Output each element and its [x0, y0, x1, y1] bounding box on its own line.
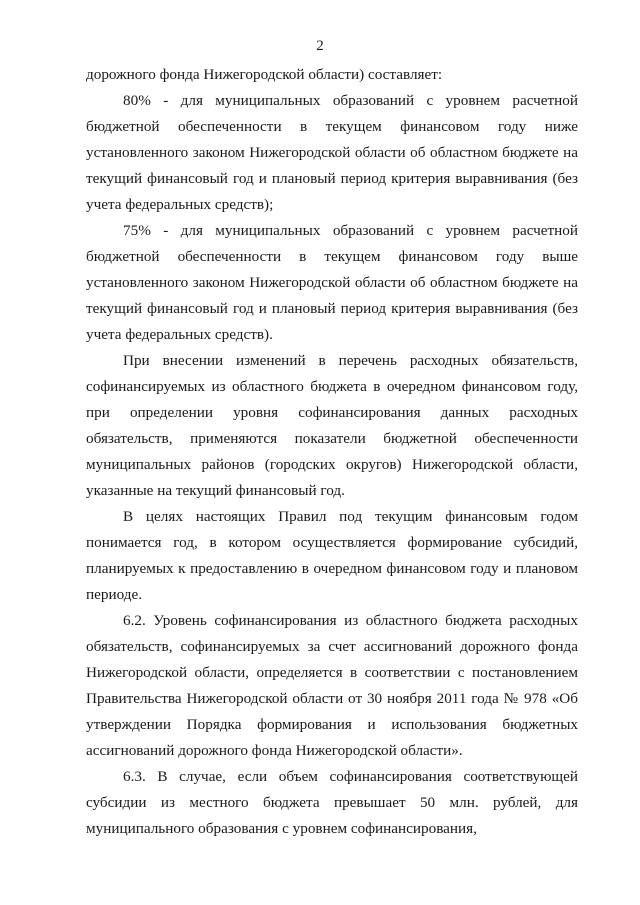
paragraph-intro-continuation: дорожного фонда Нижегородской области) составляет:: [86, 66, 443, 83]
paragraph-current-fiscal-year: В целях настоящих Правил под текущим финансовым годом понимается год, в котором осуществляется формирование субсидий, планируемых к предоставлению в очередном финансовом году и плановом периоде.: [86, 508, 578, 603]
page-number: 2: [316, 38, 324, 54]
document-body: [86, 62, 578, 842]
paragraph-changes-in-obligations: При внесении изменений в перечень расходных обязательств, софинансируемых из областного бюджета в очередном финансовом году, при определении уровня софинансирования данных расходных обязательств, применяются показатели бюджетной обеспеченности муниципальных районов (городских округов) Нижегородской области, указанные на текущий финансовый год.: [86, 352, 578, 499]
paragraph-80-percent: 80% - для муниципальных образований с уровнем расчетной бюджетной обеспеченности в текущем финансовом году ниже установленного законом Нижегородской области об областном бюджете на текущий финансовый год и плановый период критерия выравнивания (без учета федеральных средств);: [86, 92, 578, 213]
paragraph-6-3: 6.3. В случае, если объем софинансирования соответствующей субсидии из местного бюджета превышает 50 млн. рублей, для муниципального образования с уровнем софинансирования,: [86, 768, 578, 837]
paragraph-6-2: 6.2. Уровень софинансирования из областного бюджета расходных обязательств, софинансируемых за счет ассигнований дорожного фонда Нижегородской области, определяется в соответствии с постановлением Правительства Нижегородской области от 30 ноября 2011 года № 978 «Об утверждении Порядка формирования и использования бюджетных ассигнований дорожного фонда Нижегородской области».: [86, 612, 578, 759]
paragraph-75-percent: 75% - для муниципальных образований с уровнем расчетной бюджетной обеспеченности в текущем финансовом году выше установленного законом Нижегородской области об областном бюджете на текущий финансовый год и плановый период критерия выравнивания (без учета федеральных средств).: [86, 222, 578, 343]
